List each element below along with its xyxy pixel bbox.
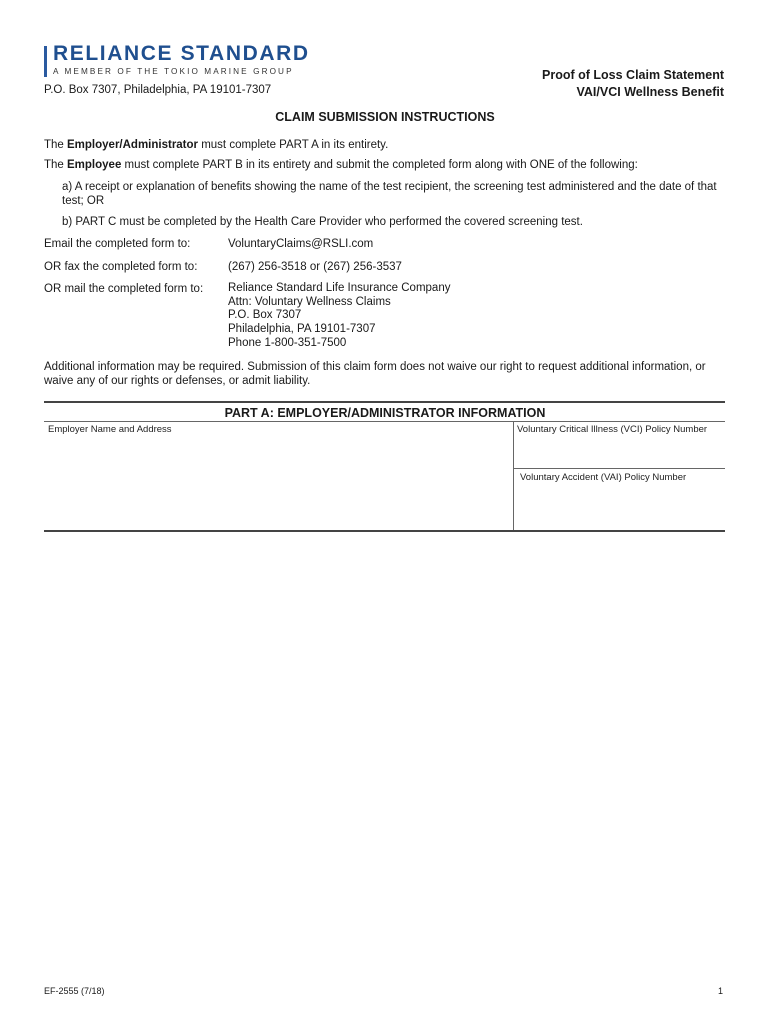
employer-name-address-label: Employer Name and Address (48, 424, 172, 435)
form-title-block (542, 67, 724, 101)
vci-policy-number-field[interactable] (514, 422, 725, 468)
fax-label: OR fax the completed form to: (44, 261, 198, 273)
vai-policy-number-label: Voluntary Accident (VAI) Policy Number (520, 472, 687, 483)
part-a-top-border (44, 401, 725, 403)
form-code: EF-2555 (7/18) (44, 986, 105, 996)
mail-address-line: Philadelphia, PA 19101-7307 (228, 323, 376, 336)
company-address: P.O. Box 7307, Philadelphia, PA 19101-7307 (44, 84, 272, 96)
company-logo-tagline: A MEMBER OF THE TOKIO MARINE GROUP (53, 67, 294, 76)
mail-address-line: Reliance Standard Life Insurance Company (228, 282, 451, 294)
disclaimer-text: Additional information may be required. Submission of this claim form does not waive our right to request additional information, or waive any of our rights or defenses, or admit liability. (44, 361, 706, 387)
instruction-text: The (44, 159, 68, 171)
instruction-text: The (44, 139, 68, 151)
mail-address (228, 282, 450, 351)
instruction-bold-text: Employer/Administrator (67, 139, 199, 151)
email-label: Email the completed form to: (44, 238, 191, 250)
vci-policy-number-label: Voluntary Critical Illness (VCI) Policy Number (517, 424, 708, 435)
instruction-line-employer (44, 138, 388, 152)
form-title: Proof of Loss Claim Statement (542, 68, 724, 82)
mail-address-line: Attn: Voluntary Wellness Claims (228, 295, 391, 308)
mail-phone: Phone 1-800-351-7500 (228, 336, 347, 349)
part-a-bottom-border (44, 530, 725, 532)
company-logo: RELIANCE STANDARD (53, 42, 310, 65)
instructions-heading: CLAIM SUBMISSION INSTRUCTIONS (275, 110, 495, 124)
instruction-bold-text: Employee (67, 159, 122, 171)
instruction-option-b: b) PART C must be completed by the Health Care Provider who performed the covered screening test. (62, 216, 583, 228)
instruction-text: must complete PART B in its entirety and submit the completed form along with ONE of the following: (121, 159, 638, 171)
instruction-option-a: a) A receipt or explanation of benefits showing the name of the test recipient, the screening test administered and the date of that test; OR (62, 181, 717, 207)
mail-label: OR mail the completed form to: (44, 283, 204, 295)
logo-accent-bar (44, 46, 47, 77)
page-number: 1 (717, 986, 723, 996)
email-link[interactable]: VoluntaryClaims@RSLI.com (228, 238, 374, 250)
part-a-title: PART A: EMPLOYER/ADMINISTRATOR INFORMATION (224, 406, 546, 420)
mail-address-line: P.O. Box 7307 (228, 309, 302, 322)
instruction-line-employee (44, 158, 638, 172)
form-subtitle: VAI/VCI Wellness Benefit (576, 85, 724, 99)
instruction-text: must complete PART A in its entirety. (198, 139, 389, 151)
vai-policy-number-field[interactable] (514, 469, 725, 530)
employer-name-address-field[interactable] (44, 422, 513, 530)
fax-numbers: (267) 256-3518 or (267) 256-3537 (228, 261, 402, 273)
